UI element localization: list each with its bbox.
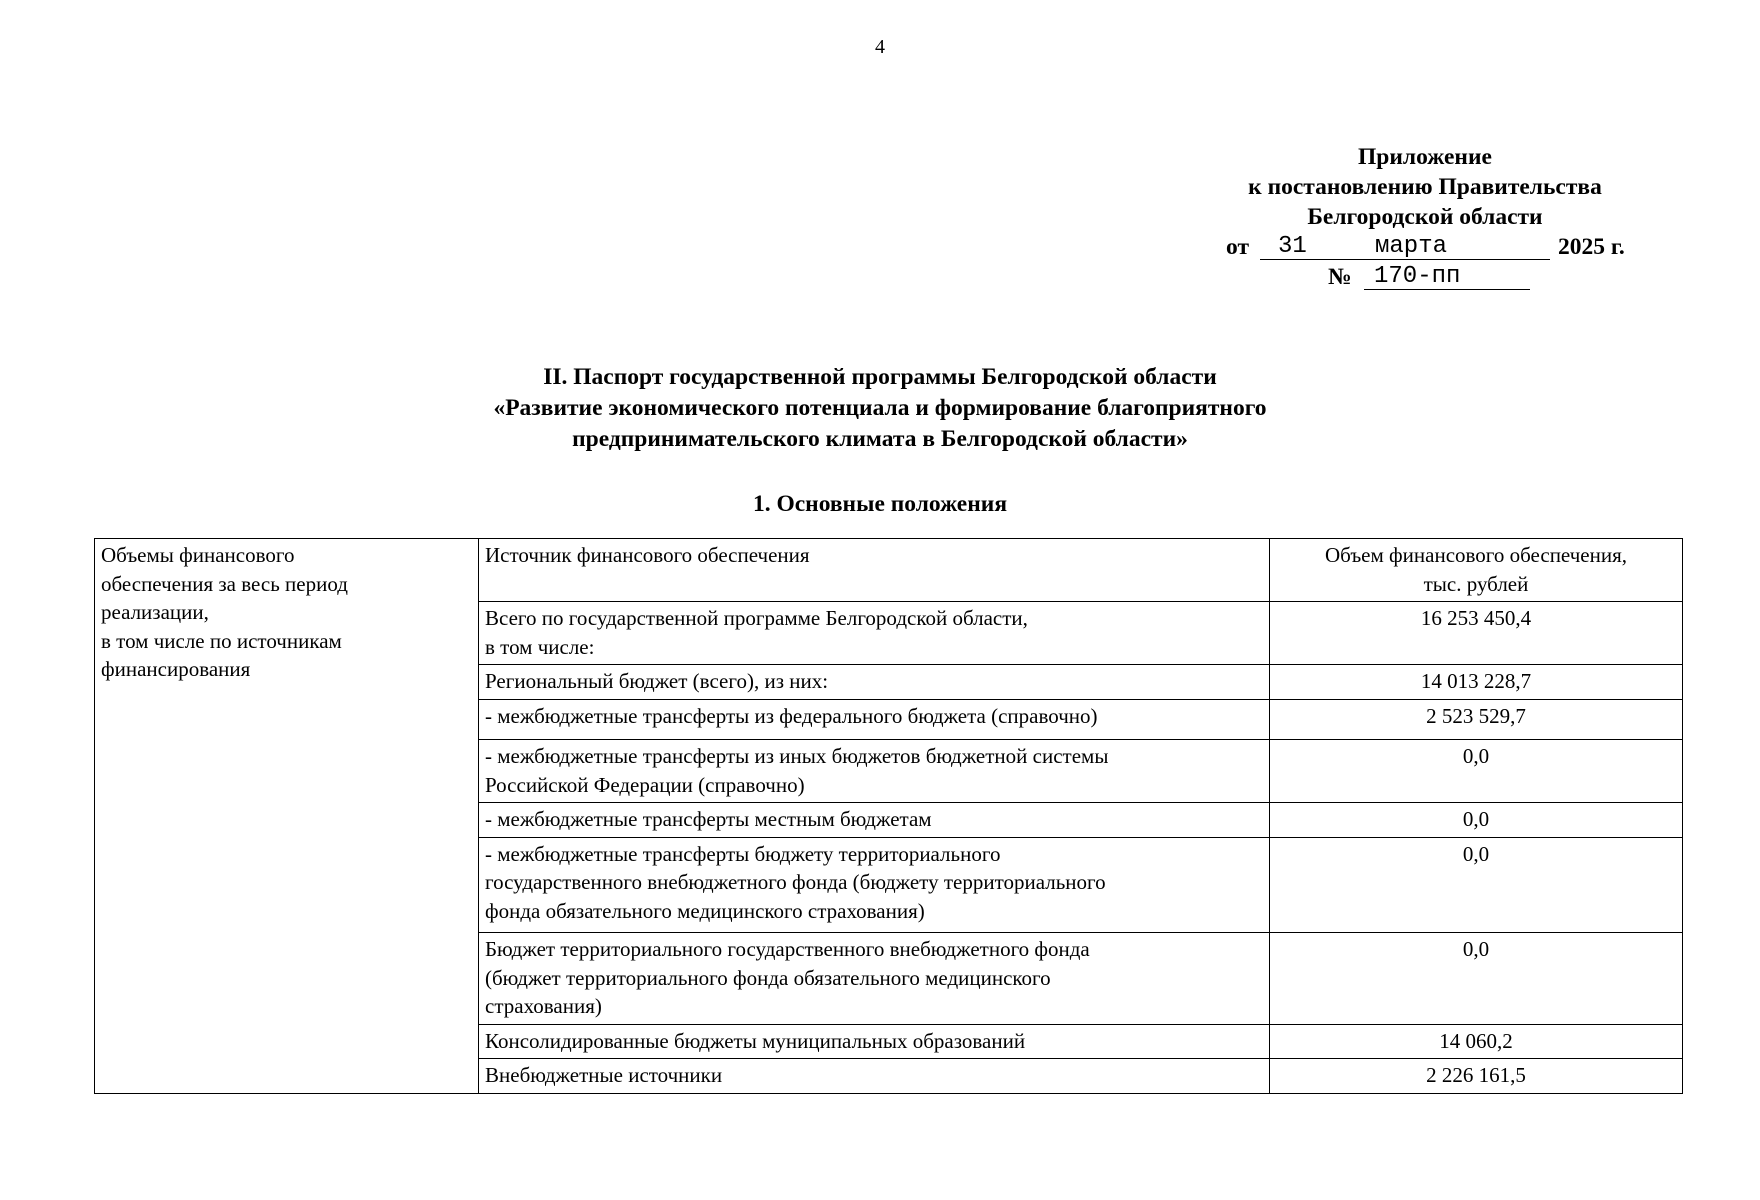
value-cell: 2 523 529,7 bbox=[1270, 699, 1683, 740]
source-cell: - межбюджетные трансферты из иных бюджетов бюджетной системы Российской Федерации (справочно) bbox=[479, 740, 1270, 803]
value-cell: 2 226 161,5 bbox=[1270, 1059, 1683, 1094]
approval-number-line bbox=[1210, 262, 1640, 292]
source-cell: Региональный бюджет (всего), из них: bbox=[479, 665, 1270, 700]
date-year: 2025 г. bbox=[1558, 234, 1625, 260]
header-source-cell: Источник финансового обеспечения bbox=[479, 539, 1270, 602]
value-cell: 0,0 bbox=[1270, 837, 1683, 933]
number-value: 170-пп bbox=[1374, 263, 1461, 290]
row-label-cell: Объемы финансового обеспечения за весь период реализации, в том числе по источникам финансирования bbox=[95, 539, 479, 1094]
approval-line-2: к постановлению Правительства bbox=[1248, 174, 1602, 200]
source-cell: Консолидированные бюджеты муниципальных образований bbox=[479, 1024, 1270, 1059]
source-cell: - межбюджетные трансферты из федерального бюджета (справочно) bbox=[479, 699, 1270, 740]
passport-title-line-1: II. Паспорт государственной программы Белгородской области bbox=[543, 364, 1217, 390]
value-cell: 16 253 450,4 bbox=[1270, 602, 1683, 665]
page-number: 4 bbox=[875, 36, 885, 58]
source-cell: - межбюджетные трансферты бюджету территориального государственного внебюджетного фонда (бюджету территориального фонда обязательного медицинского страхования) bbox=[479, 837, 1270, 933]
approval-date-line bbox=[1210, 232, 1640, 262]
source-cell: - межбюджетные трансферты местным бюджетам bbox=[479, 803, 1270, 838]
source-cell: Бюджет территориального государственного внебюджетного фонда (бюджет территориального фонда обязательного медицинского страхования) bbox=[479, 933, 1270, 1025]
approval-title: Приложение bbox=[1358, 144, 1492, 170]
funding-table bbox=[94, 538, 1683, 1094]
value-cell: 0,0 bbox=[1270, 933, 1683, 1025]
table-header-row bbox=[95, 539, 1683, 602]
date-month: марта bbox=[1375, 233, 1448, 260]
number-prefix: № bbox=[1328, 264, 1352, 290]
value-cell: 0,0 bbox=[1270, 803, 1683, 838]
passport-title-line-2: «Развитие экономического потенциала и формирование благоприятного bbox=[493, 395, 1267, 421]
value-cell: 0,0 bbox=[1270, 740, 1683, 803]
source-cell: Внебюджетные источники bbox=[479, 1059, 1270, 1094]
number-fill-field bbox=[1364, 262, 1530, 290]
passport-title-line-3: предпринимательского климата в Белгородской области» bbox=[572, 426, 1188, 452]
date-prefix: от bbox=[1226, 234, 1249, 260]
value-cell: 14 060,2 bbox=[1270, 1024, 1683, 1059]
approval-line-3: Белгородской области bbox=[1307, 204, 1543, 230]
approval-block bbox=[1210, 142, 1640, 292]
header-volume-cell: Объем финансового обеспечения, тыс. рублей bbox=[1270, 539, 1683, 602]
section-title: 1. Основные положения bbox=[752, 491, 1008, 517]
source-cell: Всего по государственной программе Белгородской области, в том числе: bbox=[479, 602, 1270, 665]
date-fill-field bbox=[1260, 232, 1550, 260]
value-cell: 14 013 228,7 bbox=[1270, 665, 1683, 700]
passport-title bbox=[0, 362, 1760, 455]
date-day: 31 bbox=[1278, 233, 1307, 260]
